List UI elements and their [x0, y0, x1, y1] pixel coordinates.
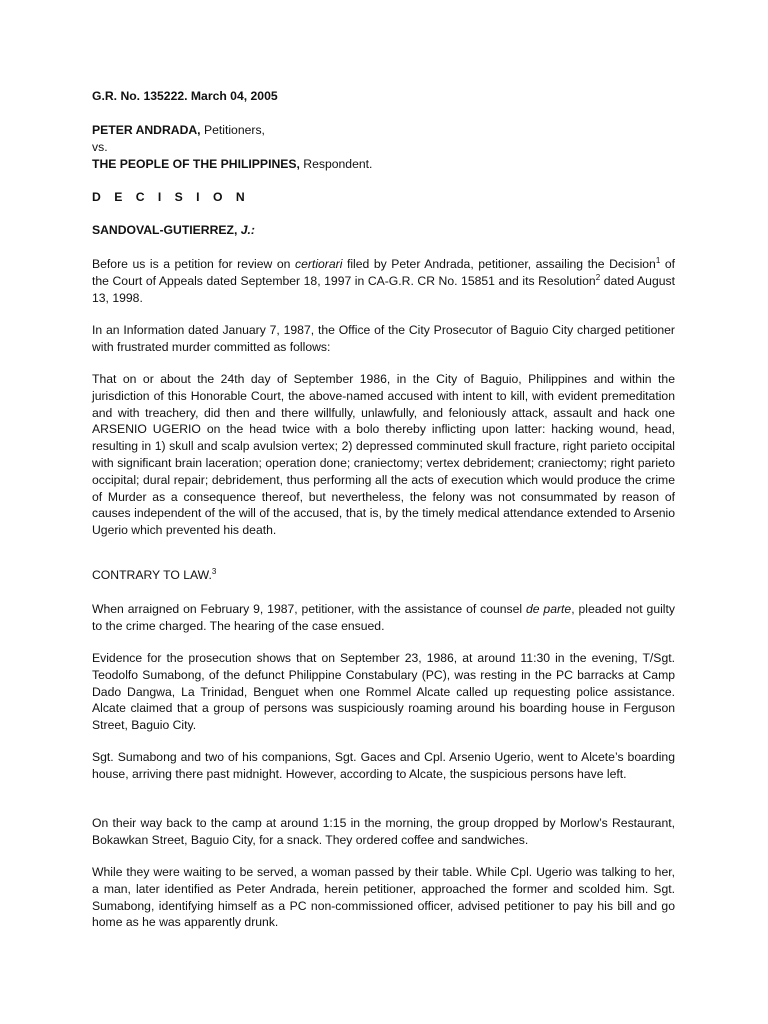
paragraph-prosecution-evidence: Evidence for the prosecution shows that on September 23, 1986, at around 11:30 in the evening, T/Sgt. Teodolfo Sumabong, of the defunct Philippine Constabulary (PC), was resting in the PC barracks at Camp Dado Dangwa, La Trinidad, Benguet when one Rommel Alcate called up requesting police assistance. Alcate claimed that a group of persons was suspiciously roaming around his boarding house in Ferguson Street, Baguio City. — [92, 651, 675, 733]
de-parte-term: de parte — [526, 602, 572, 616]
justice-name: SANDOVAL-GUTIERREZ, — [92, 223, 238, 237]
ponente-line — [92, 222, 675, 239]
petitioner-line — [92, 122, 675, 139]
paragraph-intro: Before us is a petition for review on certiorari filed by Peter Andrada, petitioner, assailing the Decision$^1$ of the Court of Appeals dated September 18, 1997 in CA-G.R. CR No. 15851 and its Resolution$^2$ dated August 13, 1998. — [92, 255, 676, 305]
certiorari-term: certiorari — [295, 257, 343, 271]
respondent-line — [92, 156, 675, 173]
respondent-role: Respondent. — [303, 157, 373, 171]
decision-heading: D E C I S I O N — [92, 190, 250, 204]
respondent-name: THE PEOPLE OF THE PHILIPPINES, — [92, 157, 300, 171]
paragraph-information: In an Information dated January 7, 1987, the Office of the City Prosecutor of Baguio City charged petitioner with frustrated murder committed as follows: — [92, 323, 675, 354]
petitioner-role: Petitioners, — [203, 123, 265, 137]
paragraph-incident: While they were waiting to be served, a woman passed by their table. While Cpl. Ugerio was talking to her, a man, later identified as Peter Andrada, herein petitioner, approached the former and scolded him. Sgt. Sumabong, identifying himself as a PC non-commissioned officer, advised petitioner to pay his bill and go home as he was apparently drunk. — [92, 865, 675, 930]
paragraph-boarding-house: Sgt. Sumabong and two of his companions, Sgt. Gaces and Cpl. Arsenio Ugerio, went to Alcete’s boarding house, arriving there past midnight. However, according to Alcate, the suspicious persons have left. — [92, 750, 675, 781]
case-number: G.R. No. 135222. March 04, 2005 — [92, 89, 278, 103]
footnote-ref-2: 2 — [595, 272, 601, 282]
contrary-to-law: CONTRARY TO LAW.$^3$ — [92, 566, 217, 582]
versus-line: vs. — [92, 140, 108, 154]
footnote-ref-1: 1 — [655, 255, 661, 265]
footnote-ref-3: 3 — [211, 566, 217, 576]
paragraph-charge: That on or about the 24th day of September 1986, in the City of Baguio, Philippines and within the jurisdiction of this Honorable Court, the above-named accused with intent to kill, with evident premeditation and with treachery, did then and there willfully, unlawfully, and feloniously attack, assault and hack one ARSENIO UGERIO on the head twice with a bolo thereby inflicting upon latter: hacking wound, head, resulting in 1) skull and scalp avulsion vertex; 2) depressed comminuted skull fracture, right parieto occipital with significant brain laceration; operation done; craniectomy; vertex debridement; craniectomy; right parieto occipital; dural repair; debridement, thus performing all the acts of execution which would produce the crime of Murder as a consequence thereof, but nevertheless, the felony was not consummated by reason of causes independent of the will of the accused, that is, by the timely medical attendance extended to Arsenio Ugerio which prevented his death. — [92, 372, 675, 538]
justice-suffix: J.: — [240, 223, 255, 237]
petitioner-name: PETER ANDRADA, — [92, 123, 201, 137]
paragraph-arraignment: When arraigned on February 9, 1987, petitioner, with the assistance of counsel de parte, pleaded not guilty to the crime charged. The hearing of the case ensued. — [92, 602, 675, 633]
paragraph-restaurant: On their way back to the camp at around 1:15 in the morning, the group dropped by Morlow’s Restaurant, Bokawkan Street, Baguio City, for a snack. They ordered coffee and sandwiches. — [92, 816, 675, 847]
